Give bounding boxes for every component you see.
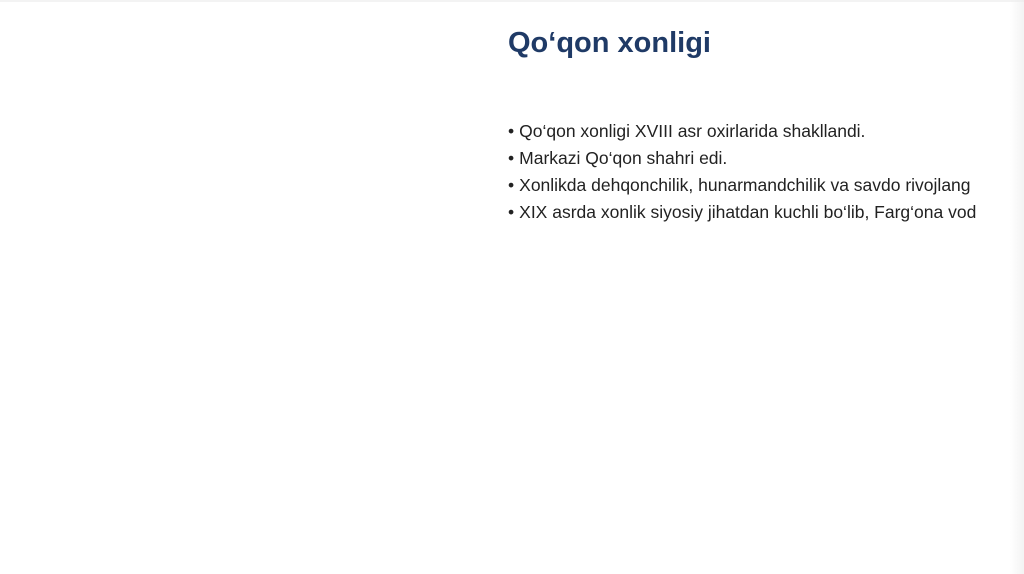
bullet-text: Xonlikda dehqonchilik, hunarmandchilik va savdo rivojlang — [519, 175, 971, 195]
bullet-item — [508, 118, 1024, 145]
bullet-item — [508, 145, 1024, 172]
bullet-list — [508, 118, 1024, 226]
bullet-text: Qo‘qon xonligi XVIII asr oxirlarida shakllandi. — [519, 121, 866, 141]
bullet-item — [508, 172, 1024, 199]
bullet-icon: • — [508, 148, 515, 168]
bullet-text: Markazi Qo‘qon shahri edi. — [519, 148, 728, 168]
bullet-item — [508, 199, 1024, 226]
bullet-icon: • — [508, 121, 515, 141]
slide-title: Qo‘qon xonligi — [508, 27, 711, 59]
bullet-icon: • — [508, 175, 515, 195]
bullet-icon: • — [508, 202, 515, 222]
bullet-text: XIX asrda xonlik siyosiy jihatdan kuchli bo‘lib, Farg‘ona vod — [519, 202, 977, 222]
top-edge-divider — [0, 0, 1024, 2]
right-edge-shadow — [1010, 0, 1024, 574]
